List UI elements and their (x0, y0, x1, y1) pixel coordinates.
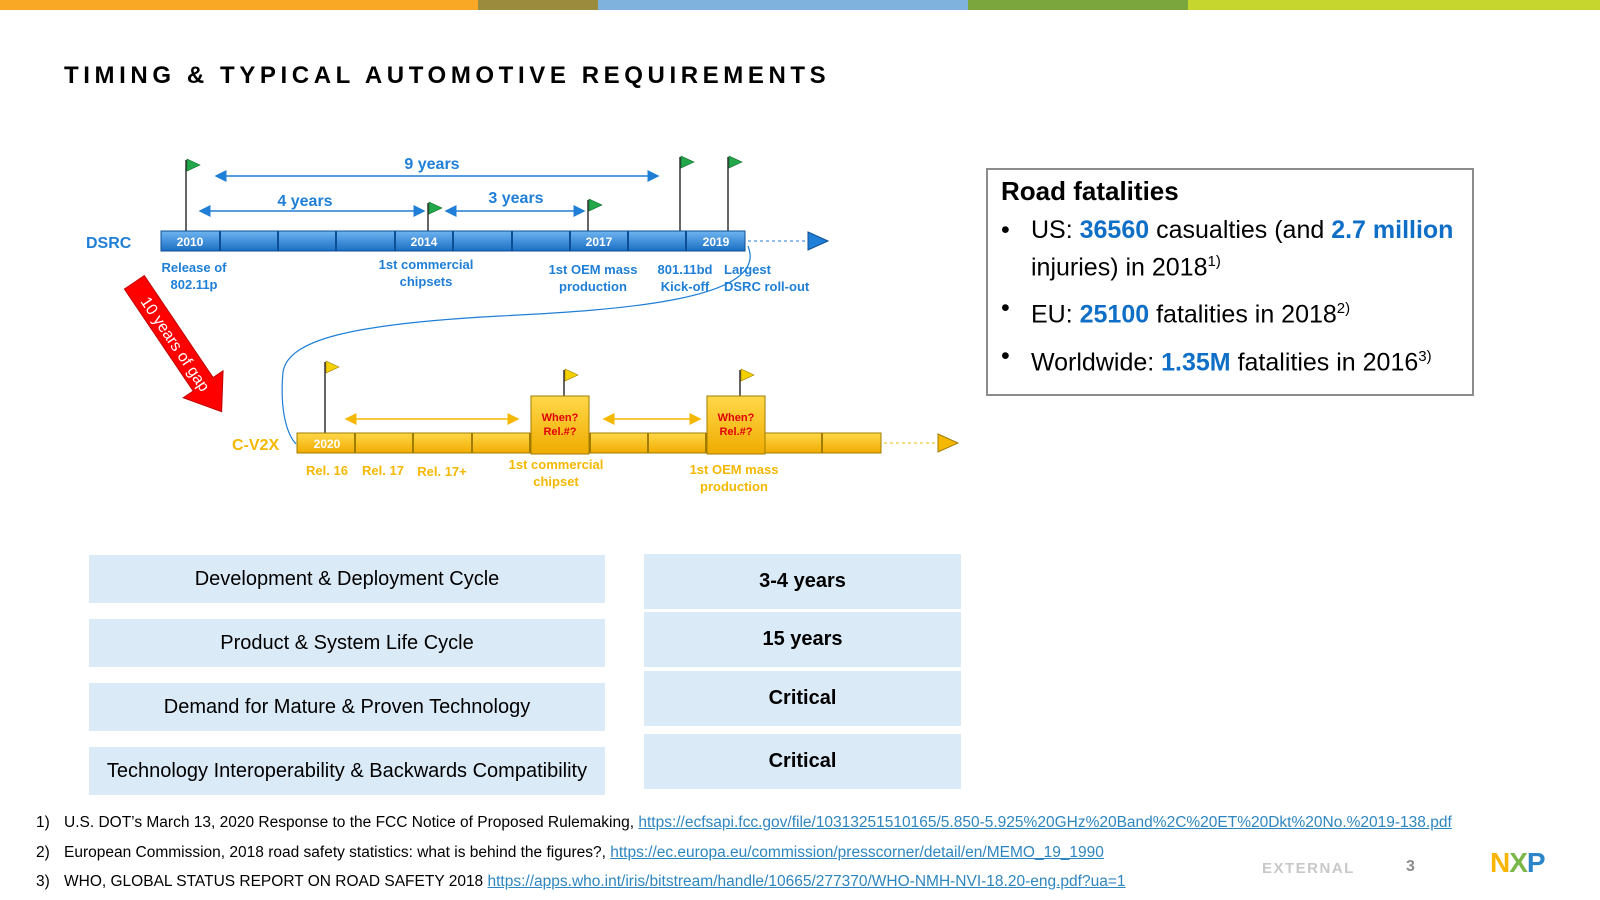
cv2x-label: C-V2X (232, 437, 280, 454)
page-title: TIMING & TYPICAL AUTOMOTIVE REQUIREMENTS (64, 62, 831, 89)
us-suffix: injuries) in 2018 (1031, 253, 1208, 282)
footnote-1 (36, 814, 1452, 832)
dsrc-label: DSRC (86, 235, 132, 252)
event-rollout-line1: Largest (724, 262, 771, 277)
event-bd-line1: 801.11bd (657, 262, 713, 277)
world-count: 1.35M (1161, 347, 1231, 376)
requirement-label: Product & System Life Cycle (89, 619, 605, 667)
event-rel16: Rel. 16 (306, 463, 348, 478)
gap-label: 10 years of gap (136, 294, 213, 395)
footnote-number: 1) (36, 814, 50, 831)
dsrc-year-2014: 2014 (410, 235, 438, 249)
requirement-value: 15 years (644, 612, 961, 667)
gap-arrow (114, 269, 241, 425)
footnote-number: 2) (36, 844, 50, 861)
when-box-1-line2: Rel.#? (543, 426, 577, 438)
requirement-value: 3-4 years (644, 554, 961, 609)
flag-2017 (588, 199, 602, 232)
requirement-label: Technology Interoperability & Backwards Compatibility (89, 747, 605, 795)
svg-text:NXP: NXP (1490, 848, 1545, 876)
event-oem-line1: 1st OEM mass (548, 262, 638, 277)
dsrc-year-2010: 2010 (176, 235, 204, 249)
when-box-2-line1: When? (717, 412, 755, 424)
road-fatalities-list (1001, 215, 1459, 378)
topbar-seg-5 (1188, 0, 1600, 10)
event-release-line1: Release of (161, 260, 227, 275)
world-suffix: fatalities in 2016 (1230, 347, 1419, 376)
bullet: • (1001, 294, 1010, 323)
bullet: • (1001, 341, 1010, 370)
event-rel17plus: Rel. 17+ (417, 464, 467, 479)
footnote-text: European Commission, 2018 road safety statistics: what is behind the figures?, (64, 844, 611, 861)
when-box-2-line2: Rel.#? (719, 426, 753, 438)
footnote-text: WHO, GLOBAL STATUS REPORT ON ROAD SAFETY 2018 (64, 873, 488, 890)
eu-count: 25100 (1079, 300, 1150, 329)
when-box-1-line1: When? (541, 412, 579, 424)
us-ref: 1) (1207, 253, 1221, 270)
us-mid: casualties (and (1149, 216, 1332, 244)
classification-label: EXTERNAL (1262, 860, 1355, 877)
us-count: 36560 (1079, 216, 1150, 244)
when-box-1 (531, 396, 589, 454)
event-cv2x-chipset-line2: chipset (533, 474, 579, 489)
flag-2020 (325, 361, 339, 436)
topbar-seg-4 (968, 0, 1188, 10)
event-rel17: Rel. 17 (362, 463, 404, 478)
flag-cv2x-chipset (564, 369, 578, 397)
cv2x-year-2020: 2020 (313, 437, 341, 451)
footnote-2 (36, 844, 1104, 862)
fatality-item-us (1001, 215, 1459, 283)
eu-suffix: fatalities in 2018 (1149, 300, 1337, 329)
event-cv2x-oem-line1: 1st OEM mass (689, 462, 779, 477)
flag-cv2x-oem (740, 369, 754, 397)
dsrc-future-arrow-head (808, 232, 828, 250)
event-bd-line2: Kick-off (660, 279, 710, 294)
footnote-3 (36, 873, 1126, 891)
requirement-value: Critical (644, 734, 961, 789)
footnote-link[interactable]: https://apps.who.int/iris/bitstream/handle/10665/277370/WHO-NMH-NVI-18.20-eng.pdf?ua=1 (487, 873, 1126, 890)
footnote-link[interactable]: https://ec.europa.eu/commission/presscorner/detail/en/MEMO_19_1990 (610, 844, 1104, 861)
flag-2014 (428, 202, 442, 232)
world-ref: 3) (1418, 347, 1432, 365)
requirement-label: Demand for Mature & Proven Technology (89, 683, 605, 731)
flag-801-11bd (680, 156, 694, 232)
eu-prefix: EU: (1031, 300, 1080, 329)
event-rollout-line2: DSRC roll-out (724, 279, 810, 294)
eu-ref: 2) (1336, 300, 1351, 318)
fatality-item-world (1001, 341, 1459, 378)
event-oem-line2: production (559, 279, 627, 294)
event-cv2x-oem-line2: production (700, 479, 768, 494)
event-cv2x-chipset-line1: 1st commercial (508, 457, 604, 472)
footnote-text: U.S. DOT’s March 13, 2020 Response to the FCC Notice of Proposed Rulemaking, (64, 814, 639, 831)
world-prefix: Worldwide: (1031, 347, 1162, 376)
dsrc-bar (161, 231, 745, 251)
flag-2010 (186, 159, 200, 232)
road-fatalities-title: Road fatalities (1001, 176, 1179, 206)
span-4-years-label: 4 years (277, 193, 333, 210)
when-box-2 (707, 396, 765, 454)
timeline-diagram (0, 0, 1000, 520)
us-injuries: 2.7 million (1331, 216, 1454, 244)
footnote-number: 3) (36, 873, 50, 890)
dsrc-year-2017: 2017 (585, 235, 613, 249)
fatality-item-eu (1001, 293, 1459, 330)
footnote-link[interactable]: https://ecfsapi.fcc.gov/file/10313251510165/5.850-5.925%20GHz%20Band%2C%20ET%20Dkt%20No.%2019-138.pdf (638, 814, 1452, 831)
cv2x-future-arrow-head (938, 434, 958, 452)
event-chipsets-line1: 1st commercial (378, 257, 474, 272)
us-prefix: US: (1031, 216, 1080, 244)
nxp-logo (1490, 848, 1560, 876)
page-number: 3 (1406, 858, 1415, 875)
road-fatalities-box (986, 168, 1474, 396)
span-9-years-label: 9 years (404, 156, 460, 173)
requirement-label: Development & Deployment Cycle (89, 555, 605, 603)
flag-roll-out (728, 156, 742, 232)
event-release-line2: 802.11p (170, 277, 218, 292)
dsrc-year-2019: 2019 (702, 235, 730, 249)
event-chipsets-line2: chipsets (399, 274, 453, 289)
span-3-years-label: 3 years (488, 190, 544, 207)
bullet: • (1001, 216, 1010, 244)
requirement-value: Critical (644, 671, 961, 726)
